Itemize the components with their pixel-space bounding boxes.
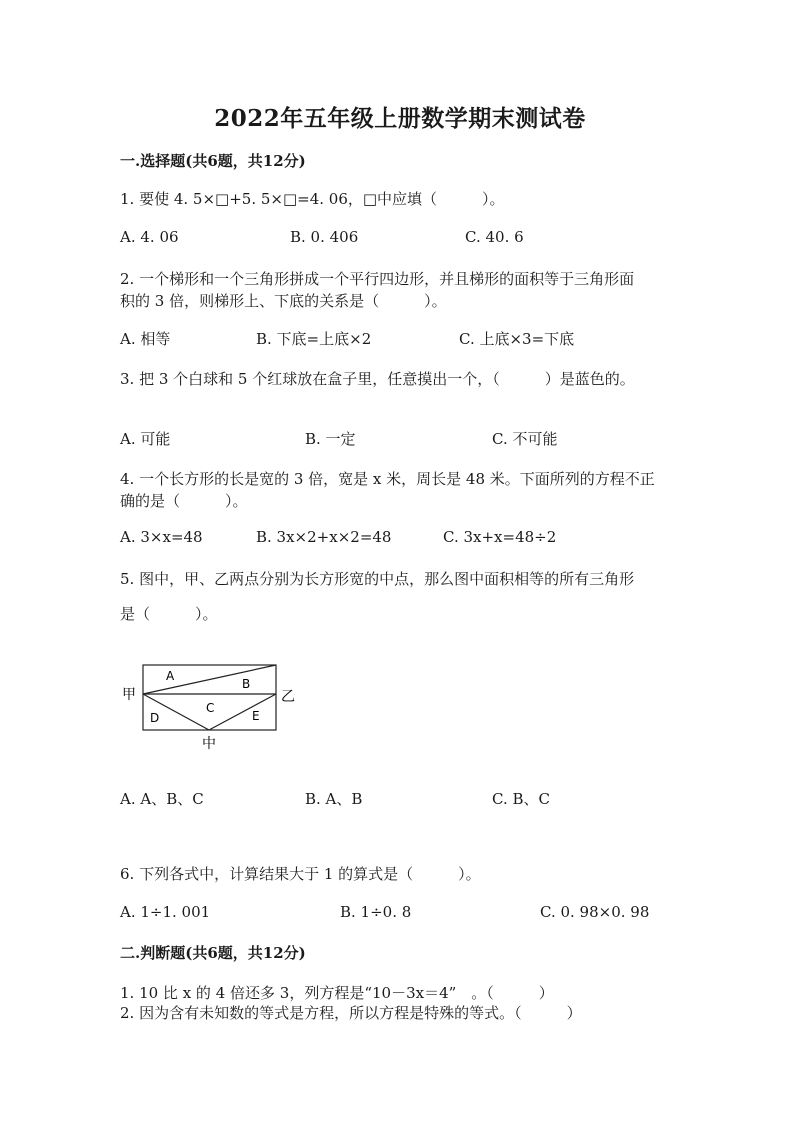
diagonal-line (143, 665, 276, 694)
label-b: B (242, 677, 251, 691)
question-4-line-2: 确的是（ ）。 (120, 492, 248, 510)
q3-option-a: A. 可能 (120, 430, 171, 448)
q6-option-c: C. 0. 98×0. 98 (540, 903, 650, 921)
question-3: 3. 把 3 个白球和 5 个红球放在盒子里，任意摸出一个，（ ）是蓝色的。 (120, 370, 635, 388)
question-1: 1. 要使 4. 5×□+5. 5×□=4. 06，□中应填（ ）。 (120, 190, 505, 208)
question-5-line-1: 5. 图中，甲、乙两点分别为长方形宽的中点，那么图中面积相等的所有三角形 (120, 570, 635, 588)
q5-option-a: A. A、B、C (120, 790, 204, 808)
q1-option-b: B. 0. 406 (290, 228, 359, 246)
section-heading-judgment: 二.判断题(共6题，共12分) (120, 944, 306, 962)
right-slant-line (209, 694, 276, 730)
label-e: E (252, 709, 260, 723)
q4-option-b: B. 3x×2+x×2=48 (256, 528, 392, 546)
q6-option-b: B. 1÷0. 8 (340, 903, 412, 921)
q2-option-b: B. 下底=上底×2 (256, 330, 372, 348)
question-6: 6. 下列各式中，计算结果大于 1 的算式是（ ）。 (120, 865, 481, 883)
question-4-line-1: 4. 一个长方形的长是宽的 3 倍，宽是 x 米，周长是 48 米。下面所列的方程不正 (120, 470, 655, 488)
q1-option-a: A. 4. 06 (120, 228, 179, 246)
label-jia: 甲 (122, 687, 136, 703)
q6-option-a: A. 1÷1. 001 (120, 903, 211, 921)
q2-option-c: C. 上底×3=下底 (459, 330, 575, 348)
judgment-item-1: 1. 10 比 x 的 4 倍还多 3，列方程是“10－3x＝4” 。（ ） (120, 984, 554, 1002)
question-2-line-2: 积的 3 倍，则梯形上、下底的关系是（ ）。 (120, 292, 447, 310)
label-yi: 乙 (281, 689, 295, 705)
judgment-item-2: 2. 因为含有未知数的等式是方程，所以方程是特殊的等式。（ ） (120, 1004, 582, 1022)
page-title: 2022年五年级上册数学期末测试卷 (214, 105, 586, 132)
q3-option-c: C. 不可能 (492, 430, 558, 448)
q5-option-b: B. A、B (305, 790, 363, 808)
label-c: C (206, 701, 215, 715)
q4-option-a: A. 3×x=48 (120, 528, 203, 546)
q2-option-a: A. 相等 (120, 330, 171, 348)
section-heading-choice: 一.选择题(共6题，共12分) (120, 152, 306, 170)
q5-option-c: C. B、C (492, 790, 550, 808)
label-a: A (166, 669, 175, 683)
q1-option-c: C. 40. 6 (465, 228, 524, 246)
question-5-line-2: 是（ ）。 (120, 605, 218, 623)
q3-option-b: B. 一定 (305, 430, 356, 448)
rectangle-triangles-figure (118, 658, 308, 750)
q4-option-c: C. 3x+x=48÷2 (443, 528, 557, 546)
question-2-line-1: 2. 一个梯形和一个三角形拼成一个平行四边形，并且梯形的面积等于三角形面 (120, 270, 635, 288)
label-d: D (150, 711, 160, 725)
label-zhong: 中 (202, 736, 216, 750)
